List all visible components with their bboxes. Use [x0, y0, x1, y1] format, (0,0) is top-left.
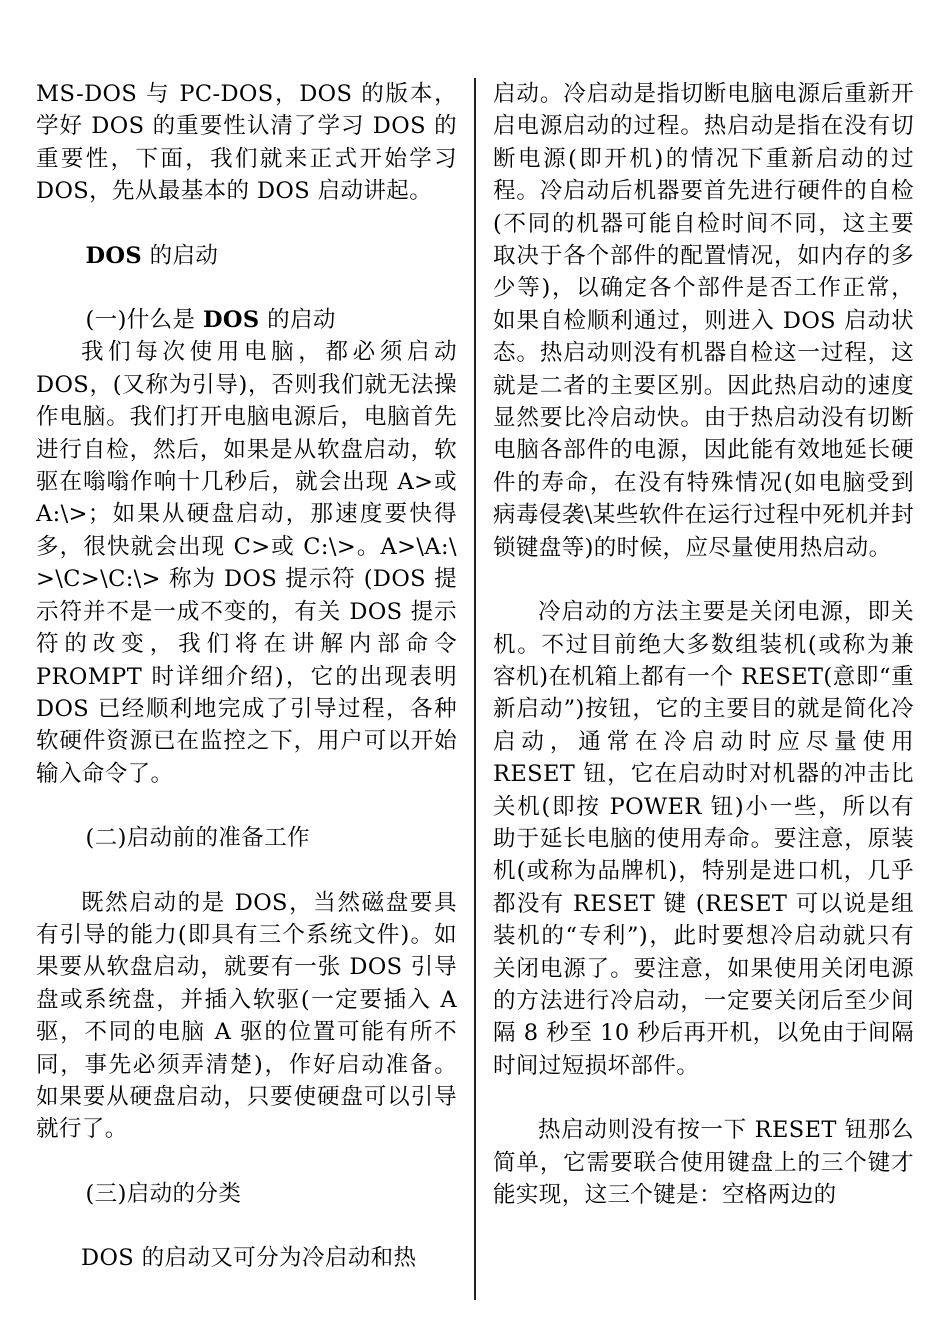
spacer [36, 855, 457, 887]
spacer [36, 1146, 457, 1178]
paragraph-cold-boot-method: 冷启动的方法主要是关闭电源，即关机。不过目前绝大多数组装机(或称为兼容机)在机箱上都有一个 RESET(意即“重新启动”)按钮，它的主要目的就是简化冷启动，通常在冷启动时应尽量使用 RESET 钮，它在启动时对机器的冲击比关机(即按 POWER 钮)小一些，所以有助于延长电脑的使用寿命。要注意，原装机(或称为品牌机)，特别是进口机，几乎都没有 RESET 键 (RESET 可以说是组装机的“专利”)，此时要想冷启动就只有关闭电源了。要注意，如果使用关闭电源的方法进行冷启动，一定要关闭后至少间隔 8 秒至 10 秒后再开机，以免由于间隔时间过短损坏部件。 [493, 599, 914, 1079]
spacer [36, 790, 457, 822]
subheading-bold-dos: DOS [203, 307, 260, 334]
spacer [36, 272, 457, 304]
spacer [36, 1210, 457, 1242]
right-column [493, 78, 914, 1211]
paragraph-preparation: 既然启动的是 DOS，当然磁盘要具有引导的能力(即具有三个系统文件)。如果要从软盘启动，就要有一张 DOS 引导盘或系统盘，并插入软驱(一定要插入 A 驱，不同的电脑 A 驱的位置可能有所不同，事先必须弄清楚)，作好启动准备。如果要从硬盘启动，只要使硬盘可以引导就行了。 [36, 889, 457, 1143]
spacer [493, 1082, 914, 1114]
paragraph-cold-warm-boot: 启动。冷启动是指切断电脑电源后重新开启电源启动的过程。热启动是指在没有切断电源(即开机)的情况下重新启动的过程。冷启动后机器要首先进行硬件的自检(不同的机器可能自检时间不同，这主要取决于各个部件的配置情况，如内存的多少等)，以确定各个部件是否工作正常，如果自检顺利通过，则进入 DOS 启动状态。热启动则没有机器自检这一过程，这就是二者的主要区别。因此热启动的速度显然要比冷启动快。由于热启动没有切断电脑各部件的电源，因此能有效地延长硬件的寿命，在没有特殊情况(如电脑受到病毒侵袭\某些软件在运行过程中死机并封锁键盘等)的时候，应尽量使用热启动。 [493, 81, 914, 561]
left-column [36, 78, 457, 1275]
subheading-preparation: (二)启动前的准备工作 [85, 825, 310, 852]
column-divider [474, 78, 476, 1300]
paragraph-warm-boot-method: 热启动则没有按一下 RESET 钮那么简单，它需要联合使用键盘上的三个键才能实现，这三个键是：空格两边的 [493, 1117, 914, 1208]
section-heading-dos-boot [36, 240, 457, 272]
spacer [36, 208, 457, 240]
paragraph-classification-start: DOS 的启动又可分为冷启动和热 [81, 1245, 417, 1272]
spacer [493, 564, 914, 596]
subheading-classification: (三)启动的分类 [85, 1180, 242, 1207]
subheading-what-is-boot [36, 304, 457, 336]
subheading-suffix: 的启动 [259, 307, 336, 334]
subheading-prefix: (一)什么是 [85, 307, 204, 334]
paragraph-boot-description: 我们每次使用电脑，都必须启动 DOS，(又称为引导)，否则我们就无法操作电脑。我们打开电脑电源后，电脑首先进行自检，然后，如果是从软盘启动，软驱在嗡嗡作响十几秒后，就会出现 A>或 A:\>；如果从硬盘启动，那速度要快得多，很快就会出现 C>或 C:\>。A>\A:\ >\C>\C:\> 称为 DOS 提示符 (DOS 提示符并不是一成不变的，有关 DOS 提示符的改变，我们将在讲解内部命令 PROMPT 时详细介绍)，它的出现表明 DOS 已经顺利地完成了引导过程，各种软硬件资源已在监控之下，用户可以开始输入命令了。 [36, 339, 457, 787]
heading-rest: 的启动 [142, 242, 219, 269]
intro-paragraph: MS-DOS 与 PC-DOS，DOS 的版本，学好 DOS 的重要性认清了学习 DOS 的重要性，下面，我们就来正式开始学习 DOS，先从最基本的 DOS 启动讲起。 [36, 81, 457, 205]
heading-bold-dos: DOS [85, 242, 143, 269]
